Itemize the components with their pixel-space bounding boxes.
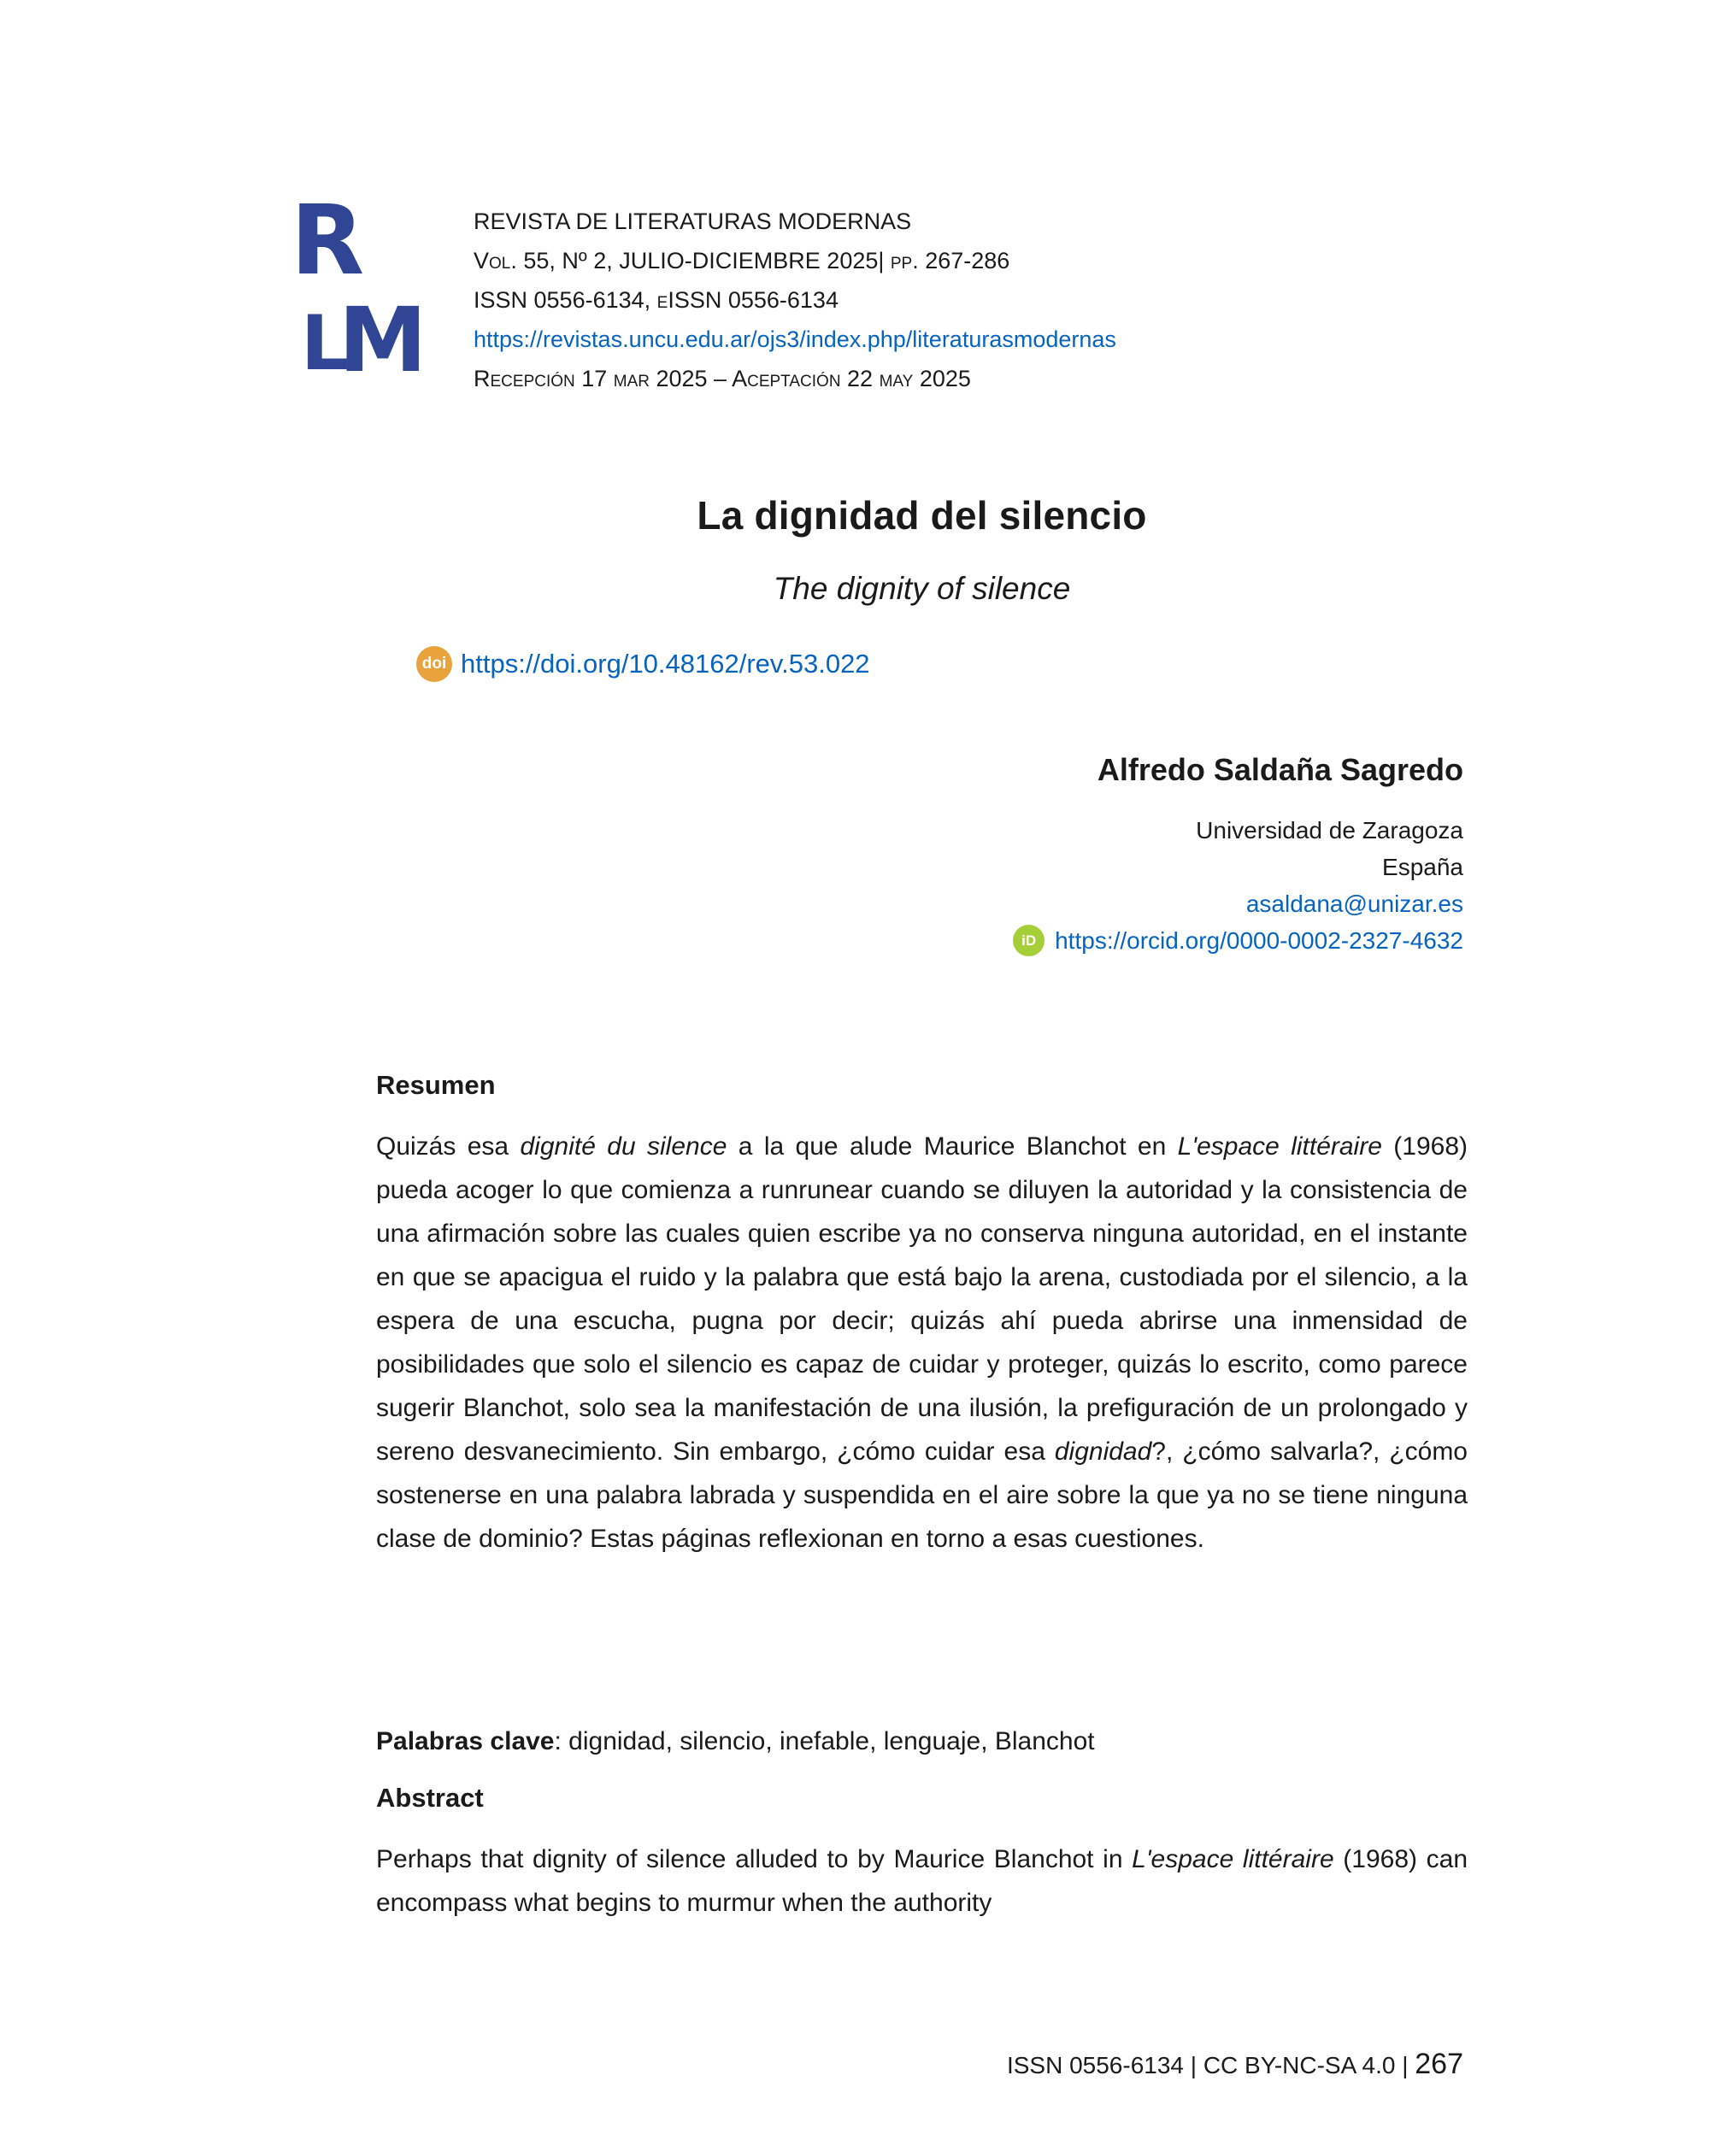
- author-block: [376, 752, 1463, 959]
- author-name: Alfredo Saldaña Sagredo: [1097, 752, 1463, 787]
- rlm-logo-graphic: [289, 185, 434, 392]
- logo-letter-r: R: [291, 185, 365, 297]
- journal-name: REVISTA DE LITERATURAS MODERNAS: [474, 209, 912, 234]
- abstract-heading: Abstract: [376, 1783, 484, 1813]
- rlm-journal-logo: [289, 185, 434, 392]
- logo-letter-l: L: [301, 299, 350, 387]
- footer-issn-license: ISSN 0556-6134 | CC BY-NC-SA 4.0 |: [1006, 2052, 1415, 2078]
- reception-acceptance-dates: Recepción 17 mar 2025 – Aceptación 22 may 2025: [474, 366, 971, 391]
- author-affiliation: Universidad de Zaragoza: [1196, 817, 1463, 844]
- footer-page-number: 267: [1415, 2048, 1463, 2080]
- author-email-link[interactable]: asaldana@unizar.es: [1245, 891, 1463, 917]
- orcid-line: [1013, 922, 1463, 959]
- doi-line: [416, 646, 870, 682]
- author-country: España: [1382, 854, 1463, 880]
- logo-letter-m: M: [338, 288, 427, 392]
- page-footer: [376, 2048, 1463, 2081]
- article-title: La dignidad del silencio: [697, 493, 1147, 538]
- resumen-paragraph: Quizás esa dignité du silence a la que alude Maurice Blanchot en L'espace littéraire (1968) pueda acoger lo que comienza a runrunear cuando se diluyen la autoridad y la consistencia de una afirmación sobre las cuales quien escribe ya no conserva ninguna autoridad, en el instante en que se apacigua el ruido y la palabra que está bajo la arena, custodiada por el silencio, a la espera de una escucha, pugna por decir; quizás ahí pueda abrirse una inmensidad de posibilidades que solo el silencio es capaz de cuidar y proteger, quizás lo escrito, como parece sugerir Blanchot, solo sea la manifestación de una ilusión, la prefiguración de un prolongado y sereno desvanecimiento. Sin embargo, ¿cómo cuidar esa dignidad?, ¿cómo salvarla?, ¿cómo sostenerse en una palabra labrada y suspendida en el aire sobre la que ya no se tiene ninguna clase de dominio? Estas páginas reflexionan en torno a esas cuestiones.: [376, 1132, 1468, 1553]
- orcid-link[interactable]: https://orcid.org/0000-0002-2327-4632: [1055, 927, 1463, 954]
- doi-icon: doi: [416, 646, 452, 682]
- journal-issn-line: ISSN 0556-6134, eISSN 0556-6134: [474, 287, 839, 313]
- article-subtitle-english: The dignity of silence: [773, 571, 1071, 606]
- journal-volume-line: Vol. 55, Nº 2, JULIO-DICIEMBRE 2025| pp. 267-286: [474, 248, 1010, 273]
- keywords-line: Palabras clave: dignidad, silencio, inefable, lenguaje, Blanchot: [376, 1727, 1095, 1755]
- journal-header-text: [474, 197, 1116, 398]
- journal-url-link[interactable]: https://revistas.uncu.edu.ar/ojs3/index.php/literaturasmodernas: [474, 326, 1116, 352]
- orcid-icon: iD: [1013, 925, 1045, 956]
- resumen-heading: Resumen: [376, 1070, 496, 1100]
- abstract-paragraph: Perhaps that dignity of silence alluded to by Maurice Blanchot in L'espace littéraire (1968) can encompass what begins to murmur when the authority: [376, 1845, 1468, 1917]
- journal-header: [289, 185, 1116, 398]
- doi-link[interactable]: https://doi.org/10.48162/rev.53.022: [461, 649, 870, 679]
